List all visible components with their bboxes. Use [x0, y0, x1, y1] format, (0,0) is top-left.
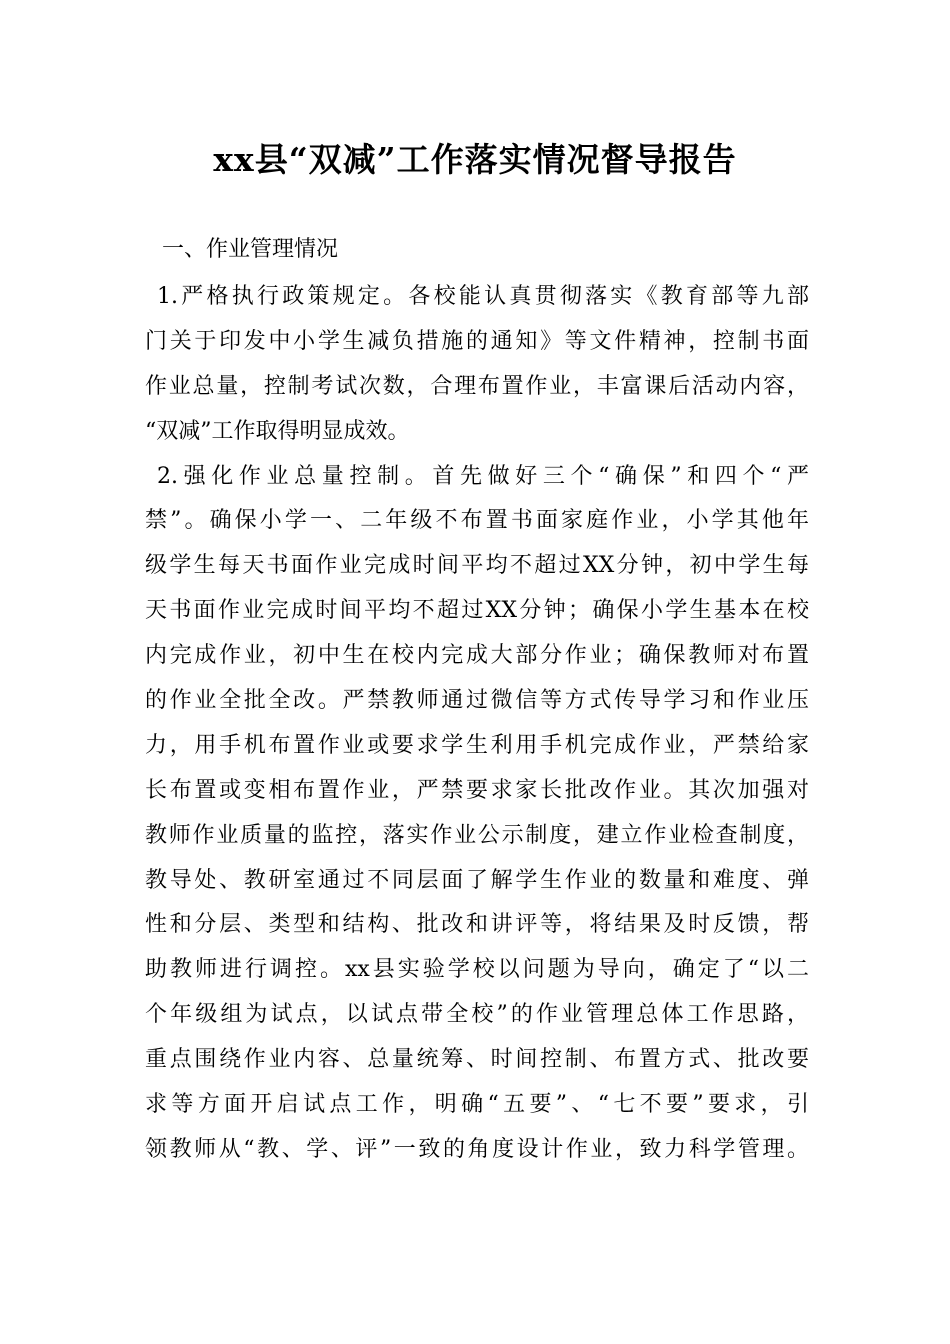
paragraph-line: 领教师从“教、学、评”一致的角度设计作业，致力科学管理。: [145, 1136, 809, 1162]
paragraph-line: 的作业全批全改。严禁教师通过微信等方式传导学习和作业压: [145, 688, 809, 714]
paragraph-line: 长布置或变相布置作业，严禁要求家长批改作业。其次加强对: [145, 777, 809, 803]
paragraph-line: 教导处、教研室通过不同层面了解学生作业的数量和难度、弹: [145, 867, 809, 893]
document-body: [145, 275, 809, 1173]
paragraph-line: 助教师进行调控。xx县实验学校以问题为导向，确定了“以二: [145, 957, 809, 983]
paragraph-line: 求等方面开启试点工作，明确“五要”、“七不要”要求，引: [145, 1092, 809, 1118]
paragraph-line: 作业总量，控制考试次数，合理布置作业，丰富课后活动内容，: [145, 373, 809, 399]
paragraph-line: 2.强化作业总量控制。首先做好三个“确保”和四个“严: [157, 463, 809, 489]
paragraph-line: “双减”工作取得明显成效。: [145, 418, 410, 444]
paragraph-line: 天书面作业完成时间平均不超过XX分钟；确保小学生基本在校: [145, 598, 809, 624]
paragraph-line: 1.严格执行政策规定。各校能认真贯彻落实《教育部等九部: [157, 284, 809, 309]
paragraph-line: 级学生每天书面作业完成时间平均不超过XX分钟，初中学生每: [145, 553, 809, 579]
paragraph-line: 教师作业质量的监控，落实作业公示制度，建立作业检查制度，: [145, 822, 809, 848]
paragraph-line: 禁”。确保小学一、二年级不布置书面家庭作业，小学其他年: [145, 508, 809, 534]
section-heading: 一、作业管理情况: [162, 237, 339, 262]
paragraph-line: 内完成作业，初中生在校内完成大部分作业；确保教师对布置: [145, 643, 809, 669]
paragraph-line: 力，用手机布置作业或要求学生利用手机完成作业，严禁给家: [145, 732, 809, 758]
paragraph-line: 性和分层、类型和结构、批改和讲评等，将结果及时反馈，帮: [145, 912, 809, 938]
paragraph-line: 个年级组为试点，以试点带全校”的作业管理总体工作思路，: [145, 1002, 809, 1028]
paragraph-line: 重点围绕作业内容、总量统筹、时间控制、布置方式、批改要: [145, 1047, 809, 1073]
document-title: xx县“双减”工作落实情况督导报告: [213, 140, 737, 179]
paragraph-line: 门关于印发中小学生减负措施的通知》等文件精神，控制书面: [145, 328, 809, 354]
